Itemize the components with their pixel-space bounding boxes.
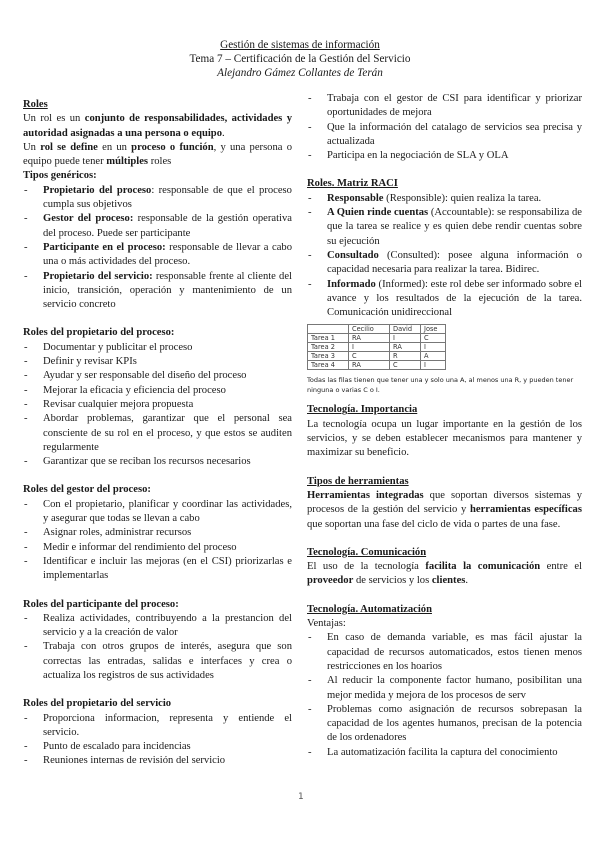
table-cell: I bbox=[421, 361, 446, 370]
list-item bbox=[23, 241, 292, 270]
bold-text: clientes bbox=[431, 575, 466, 587]
text: . bbox=[465, 575, 469, 587]
section-heading-gestor-proceso: Roles del gestor del proceso: bbox=[23, 484, 151, 496]
table-cell: RA bbox=[390, 343, 421, 352]
bold-text: proveedor bbox=[307, 575, 354, 587]
bold-text: Participante en el proceso: bbox=[43, 241, 166, 253]
section-heading-importancia: Tecnología. Importancia bbox=[307, 404, 418, 416]
list-item bbox=[23, 184, 292, 213]
bold-text: herramientas específicas bbox=[470, 504, 582, 516]
table-cell: I bbox=[390, 334, 421, 343]
table-cell: R bbox=[390, 352, 421, 361]
bold-text: Propietario del proceso bbox=[43, 184, 152, 196]
list-item: - Definir y revisar KPIs bbox=[23, 355, 292, 369]
text: . bbox=[222, 127, 225, 139]
propietario-servicio-list-continued bbox=[307, 92, 582, 163]
automatizacion-intro: Ventajas: bbox=[307, 618, 346, 630]
table-header: Cecilio bbox=[349, 325, 390, 334]
table-cell: C bbox=[349, 352, 390, 361]
list-item: - Al reducir la componente factor humano, posibilitan una mejor medida y mejora de los procesos de serv bbox=[307, 674, 582, 703]
text: que soportan diversos sistemas y procesos de la gestión del servicio y bbox=[307, 489, 582, 516]
herramientas-text bbox=[307, 489, 582, 532]
table-cell: RA bbox=[349, 361, 390, 370]
page-number: 1 bbox=[298, 792, 304, 802]
text: roles bbox=[148, 156, 172, 168]
list-item: - Medir e informar del rendimiento del proceso bbox=[23, 541, 292, 555]
propietario-servicio-list bbox=[23, 712, 292, 769]
text: entre el bbox=[540, 561, 582, 573]
bold-text: Propietario del servicio: bbox=[43, 270, 153, 282]
importancia-text: La tecnología ocupa un lugar importante en la gestión de los servicios, y se deben establecer mecanismos para mantener y maximizar su beneficio. bbox=[307, 418, 582, 459]
list-item: - Mejorar la eficacia y eficiencia del proceso bbox=[23, 384, 292, 398]
list-item: - En caso de demanda variable, es mas fácil ajustar la capacidad de recursos automaticados, estos tienen menos restricciones en los hoarios bbox=[307, 631, 582, 674]
text: (Consulted): posee alguna información o capacidad necesaria para realizar la tarea. Bidirec. bbox=[327, 249, 582, 276]
subheading-tipos: Tipos genéricos: bbox=[23, 170, 97, 182]
bold-text: rol se define bbox=[40, 141, 98, 153]
list-item: - Realiza actividades, contribuyendo a la prestancion del servicio y a la creación de valor bbox=[23, 612, 292, 641]
list-item: - Con el propietario, planificar y coordinar las actividades, y asegurar que todas se llevan a cabo bbox=[23, 498, 292, 527]
table-cell: Tarea 2 bbox=[308, 343, 349, 352]
bold-text: Responsable bbox=[327, 192, 384, 204]
list-item: - Identificar e incluir las mejoras (en el CSI) priorizarlas e implementarlas bbox=[23, 555, 292, 584]
bold-text: proceso o función bbox=[131, 141, 214, 153]
table-header: David bbox=[390, 325, 421, 334]
document-author: Alejandro Gámez Collantes de Terán bbox=[217, 67, 383, 79]
list-item: - Abordar problemas, garantizar que el personal sea consciente de su rol en el proceso, y que estos se auditen regularmente bbox=[23, 412, 292, 455]
text: El uso de la tecnología bbox=[307, 561, 426, 573]
roles-definition-2 bbox=[23, 141, 292, 170]
table-cell: Tarea 4 bbox=[308, 361, 349, 370]
table-cell: RA bbox=[349, 334, 390, 343]
text: responsable de llevar a cabo una o más actividades del proceso. bbox=[43, 241, 292, 268]
text: que soportan una fase del ciclo de vida o partes de una fase. bbox=[307, 518, 561, 530]
text: (Responsible): quien realiza la tarea. bbox=[383, 192, 542, 204]
text: responsable de la gestión operativa del proceso. Puede ser participante bbox=[43, 213, 292, 239]
section-heading-herramientas: Tipos de herramientas bbox=[307, 475, 409, 487]
list-item bbox=[23, 212, 292, 241]
text: en un bbox=[97, 141, 132, 153]
comunicacion-text bbox=[307, 560, 582, 589]
raci-table bbox=[307, 324, 446, 370]
raci-list bbox=[307, 192, 582, 321]
section-heading-propietario-proceso: Roles del propietario del proceso: bbox=[23, 327, 175, 339]
text: Un rol es un bbox=[23, 113, 85, 125]
right-column bbox=[307, 92, 582, 760]
table-header-row bbox=[308, 325, 446, 334]
list-item: - Asignar roles, administrar recursos bbox=[23, 526, 292, 540]
table-row bbox=[308, 343, 446, 352]
list-item: - Que la información del catalago de servicios sea precisa y actualizada bbox=[307, 121, 582, 150]
bold-text: Consultado bbox=[327, 249, 379, 261]
text: (Informed): este rol debe ser informado sobre el avance y los resultados de la ejecución de la tarea. Comunicación unidireccional bbox=[327, 278, 582, 319]
left-column bbox=[23, 98, 292, 769]
document-header bbox=[0, 38, 600, 80]
bold-text: múltiples bbox=[106, 156, 149, 168]
bold-text: A Quien rinde cuentas bbox=[327, 207, 429, 219]
tipos-list bbox=[23, 184, 292, 313]
list-item: - La automatización facilita la captura del conocimiento bbox=[307, 746, 582, 760]
document-subtitle: Tema 7 – Certificación de la Gestión del Servicio bbox=[189, 53, 411, 65]
bold-text: facilita la comunicación bbox=[425, 561, 541, 573]
text: responsable frente al cliente del inicio, transición, operación y mantenimiento de un servicio concreto bbox=[43, 270, 292, 311]
section-heading-participante-proceso: Roles del participante del proceso: bbox=[23, 598, 179, 610]
section-heading-propietario-servicio: Roles del propietario del servicio bbox=[23, 698, 172, 710]
participante-proceso-list bbox=[23, 612, 292, 683]
propietario-proceso-list bbox=[23, 341, 292, 470]
text: (Accountable): se responsabiliza de que la tarea se realice y es quien debe rendir cuentas sobre su ejecución bbox=[327, 207, 582, 247]
table-row bbox=[308, 361, 446, 370]
roles-definition bbox=[23, 112, 292, 141]
table-cell: I bbox=[349, 343, 390, 352]
table-cell bbox=[308, 325, 349, 334]
table-cell: C bbox=[390, 361, 421, 370]
document-title: Gestión de sistemas de información bbox=[220, 39, 380, 51]
automatizacion-list bbox=[307, 631, 582, 760]
table-cell: I bbox=[421, 343, 446, 352]
section-heading-raci: Roles. Matriz RACI bbox=[307, 178, 398, 190]
text: , y una persona o equipo puede tener bbox=[23, 141, 293, 168]
table-cell: Tarea 1 bbox=[308, 334, 349, 343]
list-item bbox=[307, 249, 582, 278]
table-cell: C bbox=[421, 334, 446, 343]
raci-note: Todas las filas tienen que tener una y solo una A, al menos una R, y pueden tener ninguna o varias C o I. bbox=[307, 376, 574, 395]
list-item: - Ayudar y ser responsable del diseño del proceso bbox=[23, 369, 292, 383]
list-item: - Documentar y publicitar el proceso bbox=[23, 341, 292, 355]
list-item: - Garantizar que se reciban los recursos necesarios bbox=[23, 455, 292, 469]
bold-text: Informado bbox=[327, 278, 376, 290]
list-item: - Punto de escalado para incidencias bbox=[23, 740, 292, 754]
text: Un bbox=[23, 141, 41, 153]
gestor-proceso-list bbox=[23, 498, 292, 584]
list-item: - Trabaja con el gestor de CSI para identificar y priorizar oportunidades de mejora bbox=[307, 92, 582, 121]
list-item: - Reuniones internas de revisión del servicio bbox=[23, 754, 292, 768]
list-item bbox=[23, 270, 292, 313]
text: de servicios y los bbox=[353, 575, 432, 587]
table-cell: Tarea 3 bbox=[308, 352, 349, 361]
list-item bbox=[307, 192, 582, 206]
list-item: - Trabaja con otros grupos de interés, asegura que son correctas las entradas, salidas e interfaces y crea o actualiza los registros de sus actividades bbox=[23, 640, 292, 683]
list-item: - Proporciona informacion, representa y entiende el servicio. bbox=[23, 712, 292, 741]
list-item: - Participa en la negociación de SLA y OLA bbox=[307, 149, 582, 163]
text: : responsable de que el proceso cumpla sus objetivos bbox=[43, 184, 292, 211]
list-item bbox=[307, 206, 582, 249]
table-header: Jose bbox=[421, 325, 446, 334]
table-row bbox=[308, 352, 446, 361]
bold-text: Herramientas integradas bbox=[307, 489, 424, 501]
section-heading-comunicacion: Tecnología. Comunicación bbox=[307, 546, 427, 558]
bold-text: conjunto de responsabilidades, actividades y autoridad asignadas a una persona o equipo bbox=[23, 113, 292, 139]
table-cell: A bbox=[421, 352, 446, 361]
list-item bbox=[307, 278, 582, 321]
bold-text: Gestor del proceso: bbox=[43, 213, 134, 225]
table-row bbox=[308, 334, 446, 343]
list-item: - Revisar cualquier mejora propuesta bbox=[23, 398, 292, 412]
section-heading-roles: Roles bbox=[23, 99, 48, 110]
list-item: - Problemas como asignación de recursos sobrepasan la capacidad de los agentes humanos, precisan de la potencia de los ordenadores bbox=[307, 703, 582, 746]
section-heading-automatizacion: Tecnología. Automatización bbox=[307, 603, 432, 615]
